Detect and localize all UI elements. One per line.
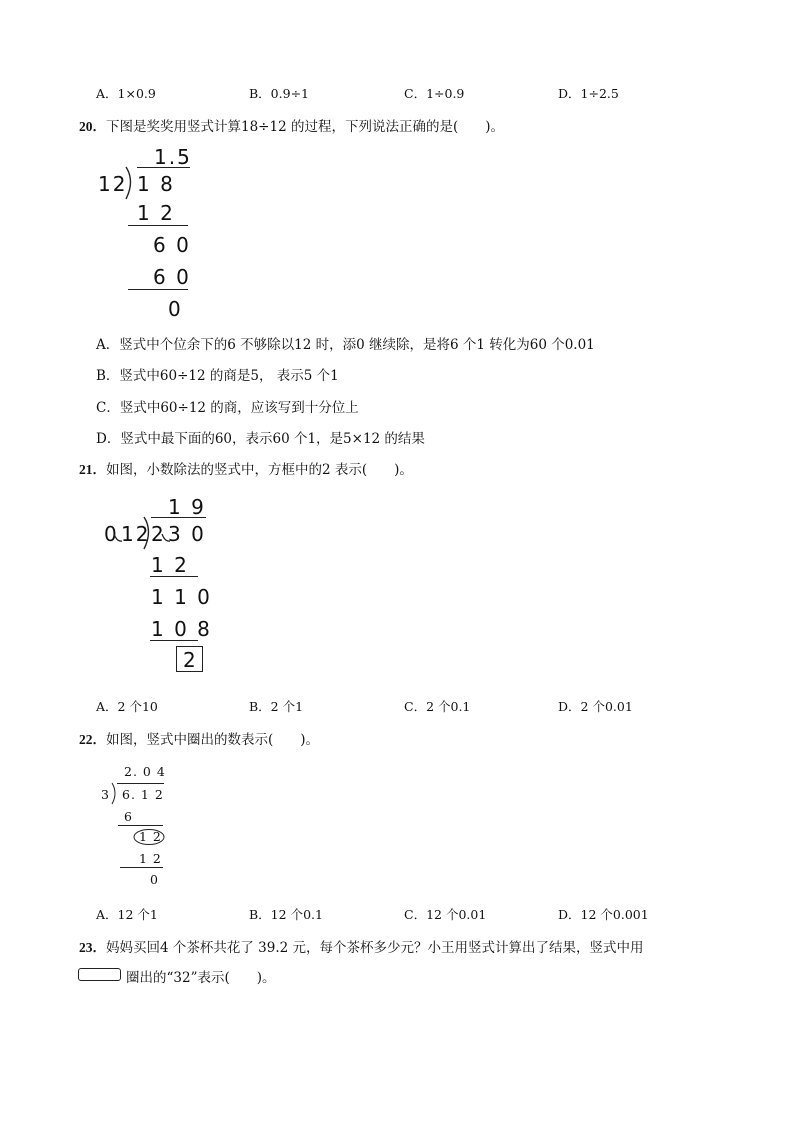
q22-text: 如图，竖式中圈出的数表示( )。 xyxy=(106,732,320,748)
q23-stem xyxy=(79,936,644,956)
q20-option-c[interactable]: C．竖式中60÷12 的商，应该写到十分位上 xyxy=(96,400,359,416)
q21-step3: 1 0 8 xyxy=(151,617,212,641)
q19-option-a[interactable]: A．1×0.9 xyxy=(96,86,156,101)
q22-divisor: 3 xyxy=(101,787,110,802)
q22-step1: 6 xyxy=(124,809,133,824)
q21-text: 如图，小数除法的竖式中，方框中的2 表示( )。 xyxy=(106,462,413,478)
q22-option-a[interactable]: A．12 个1 xyxy=(96,907,158,922)
q22-remainder: 0 xyxy=(150,872,159,887)
q19-option-c[interactable]: C．1÷0.9 xyxy=(404,86,465,101)
q21-option-b[interactable]: B．2 个1 xyxy=(249,699,304,714)
q21-dividend-frac: 3 0 xyxy=(168,522,206,546)
q19-option-d[interactable]: D．1÷2.5 xyxy=(558,86,619,101)
q20-division-bar xyxy=(137,167,190,168)
q21-line1 xyxy=(150,576,198,577)
q20-quotient: 1.5 xyxy=(154,145,192,169)
q23-circle-marker xyxy=(78,968,121,981)
q22-option-b[interactable]: B．12 个0.1 xyxy=(249,907,323,922)
q21-line2 xyxy=(150,640,198,641)
q20-line1 xyxy=(128,225,188,226)
q23-text: 妈妈买回4 个茶杯共花了 39.2 元，每个茶杯多少元？小王用竖式计算出了结果，竖式中用 xyxy=(106,940,644,956)
q20-option-b[interactable]: B．竖式中60÷12 的商是5， 表示5 个1 xyxy=(96,368,339,384)
q22-option-d[interactable]: D．12 个0.001 xyxy=(558,907,649,922)
q20-remainder: 0 xyxy=(168,297,183,321)
q21-boxed-digit: 2 xyxy=(183,648,198,672)
q22-number: 22． xyxy=(79,732,106,747)
q21-option-a[interactable]: A．2 个10 xyxy=(96,699,158,714)
q20-step1: 1 2 xyxy=(137,201,175,225)
q19-option-b[interactable]: B．0.9÷1 xyxy=(249,86,309,101)
q21-stem xyxy=(79,458,413,478)
q23-text-continued: 圈出的“32”表示( )。 xyxy=(126,970,276,986)
q20-number: 20． xyxy=(79,119,106,134)
q21-quotient: 1 9 xyxy=(168,495,206,519)
q20-line2 xyxy=(128,289,188,290)
q20-option-d[interactable]: D．竖式中最下面的60，表示60 个1，是5×12 的结果 xyxy=(96,431,425,447)
q23-number: 23． xyxy=(79,940,106,955)
q21-divisor-int: 0 xyxy=(104,522,119,546)
q20-step3: 6 0 xyxy=(153,265,191,289)
q22-bracket xyxy=(111,783,119,805)
q22-line2 xyxy=(120,867,163,868)
q21-divisor-frac: 12 xyxy=(121,522,151,546)
q21-number: 21． xyxy=(79,462,106,477)
q20-step2: 6 0 xyxy=(153,233,191,257)
q22-circled-number: 1 2 xyxy=(139,829,162,844)
q22-division-bar xyxy=(117,783,164,784)
q21-division-bar xyxy=(151,517,206,518)
q20-option-a[interactable]: A．竖式中个位余下的6 不够除以12 时，添0 继续除，是将6 个1 转化为60 个0.01 xyxy=(96,337,595,353)
q20-stem xyxy=(79,115,504,135)
q22-quotient: 2. 0 4 xyxy=(124,764,166,779)
q22-dividend: 6. 1 2 xyxy=(122,787,164,802)
q22-step3: 1 2 xyxy=(139,851,162,866)
q21-option-c[interactable]: C．2 个0.1 xyxy=(404,699,471,714)
q22-stem xyxy=(79,728,319,748)
q21-step2: 1 1 0 xyxy=(151,585,212,609)
q20-divisor: 12 xyxy=(98,172,128,196)
q20-bracket xyxy=(124,166,136,200)
q22-option-c[interactable]: C．12 个0.01 xyxy=(404,907,487,922)
q21-step1: 1 2 xyxy=(151,553,189,577)
q20-text: 下图是奖奖用竖式计算18÷12 的过程，下列说法正确的是( )。 xyxy=(106,119,504,135)
q21-option-d[interactable]: D．2 个0.01 xyxy=(558,699,633,714)
q22-line1 xyxy=(118,825,163,826)
q21-dividend-int: 2 xyxy=(151,522,166,546)
q20-dividend: 1 8 xyxy=(137,172,175,196)
